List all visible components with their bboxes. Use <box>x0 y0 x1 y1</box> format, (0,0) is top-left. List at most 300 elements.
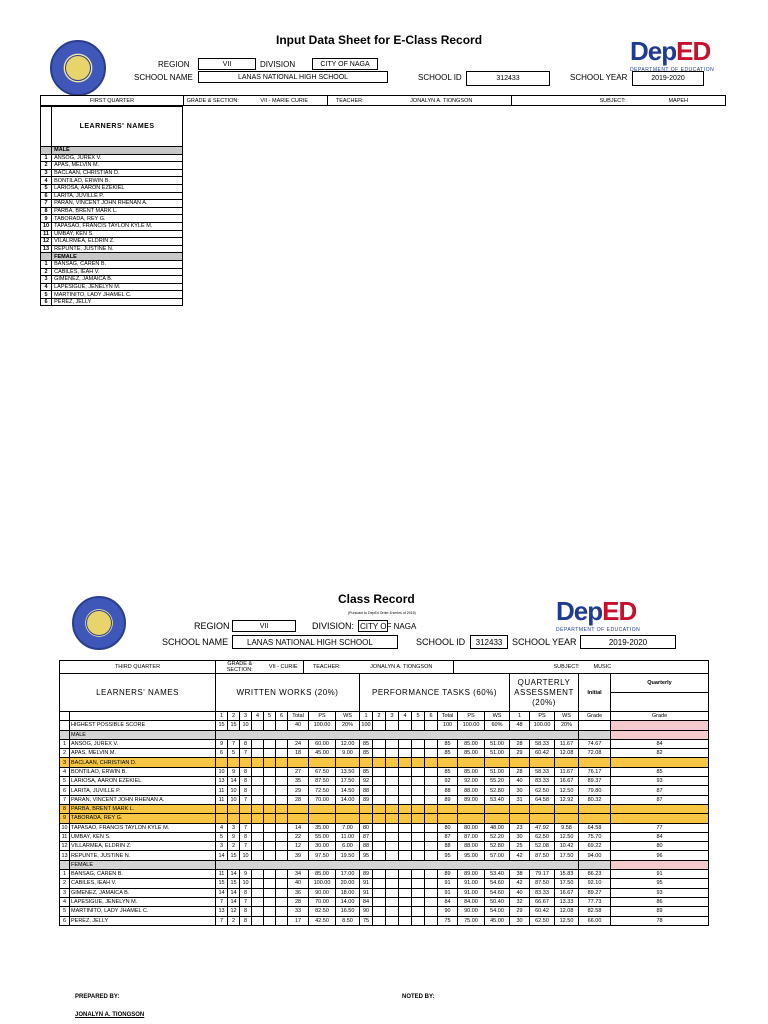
score-cell: 4 <box>216 823 228 832</box>
row-number: 13 <box>41 245 52 253</box>
score-cell <box>252 758 264 767</box>
score-cell: 3 <box>228 823 240 832</box>
score-cell: 75.00 <box>458 916 485 925</box>
score-cell: 88 <box>438 842 458 851</box>
score-cell <box>216 814 228 823</box>
table-row <box>60 916 709 925</box>
score-cell: 77.73 <box>579 897 611 906</box>
hps-cell <box>611 721 709 730</box>
class-record-subtitle: (Pursuant to DepEd Order 8 series of 2015) <box>348 611 416 615</box>
school-name-label-2: SCHOOL NAME <box>162 637 229 647</box>
score-cell: 80 <box>438 823 458 832</box>
list-item <box>41 298 183 306</box>
score-cell <box>425 804 438 813</box>
score-cell: 6 <box>216 749 228 758</box>
score-cell <box>288 758 309 767</box>
score-cell <box>276 814 288 823</box>
score-cell: 12.50 <box>555 786 579 795</box>
learners-table <box>40 106 183 306</box>
score-cell <box>252 739 264 748</box>
score-cell: 15.83 <box>555 870 579 879</box>
score-cell: 16.67 <box>555 777 579 786</box>
list-item <box>41 222 183 230</box>
subject-label: SUBJECT: <box>512 96 632 106</box>
score-cell <box>399 739 412 748</box>
score-cell: 89.00 <box>458 795 485 804</box>
score-cell: 87 <box>611 786 709 795</box>
score-cell: 80.00 <box>458 823 485 832</box>
score-cell <box>252 777 264 786</box>
score-cell: 88 <box>360 786 373 795</box>
score-cell: 30 <box>510 916 530 925</box>
school-name-label: SCHOOL NAME <box>134 73 193 82</box>
score-cell <box>228 804 240 813</box>
table-row <box>60 842 709 851</box>
score-cell <box>252 804 264 813</box>
score-cell: 60.00 <box>309 739 336 748</box>
score-cell: 27 <box>288 767 309 776</box>
score-cell: 67.50 <box>309 767 336 776</box>
score-cell <box>264 739 276 748</box>
score-cell <box>386 795 399 804</box>
learner-name: GIMENEZ, JAMAICA B. <box>70 888 216 897</box>
score-cell: 93 <box>611 888 709 897</box>
score-cell: 5 <box>216 832 228 841</box>
score-cell <box>425 879 438 888</box>
row-number: 6 <box>41 298 52 306</box>
score-cell <box>399 823 412 832</box>
hps-cell <box>386 721 399 730</box>
score-cell: 35 <box>288 777 309 786</box>
score-cell: 85.00 <box>309 870 336 879</box>
score-cell: 12.50 <box>555 832 579 841</box>
division-box-2 <box>358 620 388 632</box>
row-number: 11 <box>60 832 70 841</box>
score-cell: 87 <box>438 832 458 841</box>
score-cell: 91 <box>360 888 373 897</box>
score-cell: 7 <box>216 916 228 925</box>
score-cell <box>425 851 438 860</box>
list-item <box>41 291 183 299</box>
score-cell <box>264 851 276 860</box>
score-cell <box>510 814 530 823</box>
score-cell: 8 <box>240 777 252 786</box>
initial-label: Initial <box>579 674 611 712</box>
school-id-label-2: SCHOOL ID <box>416 637 466 647</box>
score-cell: 95 <box>438 851 458 860</box>
hps-cell: 48 <box>510 721 530 730</box>
score-cell: 90 <box>438 907 458 916</box>
row-number: 2 <box>41 162 52 170</box>
score-cell: 54.60 <box>485 888 510 897</box>
school-year-label: SCHOOL YEAR <box>570 73 628 82</box>
score-cell <box>438 814 458 823</box>
score-cell <box>276 888 288 897</box>
score-cell: 24 <box>288 739 309 748</box>
score-cell <box>399 907 412 916</box>
class-record-table <box>59 673 709 926</box>
score-cell <box>252 786 264 795</box>
score-cell: 64.58 <box>530 795 555 804</box>
score-cell: 85 <box>360 749 373 758</box>
score-cell: 14 <box>228 888 240 897</box>
score-cell <box>252 907 264 916</box>
score-cell <box>264 897 276 906</box>
score-cell: 10 <box>216 767 228 776</box>
score-cell <box>264 879 276 888</box>
hps-cell: 15 <box>216 721 228 730</box>
score-cell <box>373 879 386 888</box>
score-cell: 90.00 <box>309 888 336 897</box>
score-cell <box>425 767 438 776</box>
quarterly-assessment-heading: QUARTERLY ASSESSMENT (20%) <box>510 674 579 712</box>
hps-cell <box>579 721 611 730</box>
score-cell <box>252 832 264 841</box>
row-number: 5 <box>60 907 70 916</box>
column-header: 2 <box>228 712 240 721</box>
learner-name: TAPASAO, FRANCIS TAYLON KYLE M. <box>70 823 216 832</box>
score-cell <box>276 795 288 804</box>
score-cell: 50.40 <box>485 897 510 906</box>
hps-cell: 20% <box>555 721 579 730</box>
row-number: 2 <box>60 879 70 888</box>
learner-name: PARAN, VINCENT JOHN RHENAN A. <box>70 795 216 804</box>
score-cell: 54.00 <box>485 907 510 916</box>
score-cell: 94.00 <box>579 851 611 860</box>
hps-cell <box>276 721 288 730</box>
score-cell <box>412 749 425 758</box>
learner-name: VILALRMEA, ELDRIN Z. <box>52 238 183 246</box>
score-cell <box>412 767 425 776</box>
column-header: 3 <box>386 712 399 721</box>
score-cell: 85 <box>438 739 458 748</box>
score-cell <box>264 786 276 795</box>
row-number: 10 <box>61 824 68 831</box>
score-cell <box>412 870 425 879</box>
score-cell: 85 <box>611 767 709 776</box>
table-row <box>60 786 709 795</box>
score-cell <box>579 758 611 767</box>
column-header: 3 <box>240 712 252 721</box>
grade-section: VII - MARIE CURIE <box>242 96 328 106</box>
score-cell <box>252 916 264 925</box>
score-cell <box>555 804 579 813</box>
score-cell <box>373 739 386 748</box>
score-cell <box>458 758 485 767</box>
score-cell <box>412 786 425 795</box>
table-row <box>60 758 709 767</box>
score-cell: 11.67 <box>555 767 579 776</box>
score-cell: 85.00 <box>458 749 485 758</box>
quarter-2: THIRD QUARTER <box>60 661 216 674</box>
score-cell: 34 <box>288 870 309 879</box>
score-cell <box>264 870 276 879</box>
score-cell: 10 <box>240 851 252 860</box>
score-cell <box>386 767 399 776</box>
score-cell <box>252 795 264 804</box>
learner-name: CABILES, IEAH V. <box>52 268 183 276</box>
score-cell: 9 <box>228 832 240 841</box>
score-cell <box>438 758 458 767</box>
score-cell: 13.50 <box>336 767 360 776</box>
score-cell: 29 <box>510 907 530 916</box>
score-cell: 57.00 <box>485 851 510 860</box>
score-cell <box>264 907 276 916</box>
score-cell <box>425 897 438 906</box>
score-cell <box>373 777 386 786</box>
row-number: 2 <box>60 749 70 758</box>
score-cell: 80.32 <box>579 795 611 804</box>
score-cell: 28 <box>288 897 309 906</box>
score-cell <box>399 897 412 906</box>
school-id-label: SCHOOL ID <box>418 73 462 82</box>
score-cell <box>386 897 399 906</box>
division-label: DIVISION <box>260 60 296 69</box>
score-cell <box>264 804 276 813</box>
list-item <box>41 207 183 215</box>
score-cell: 10 <box>228 786 240 795</box>
region-field: VII <box>198 58 256 70</box>
list-item <box>41 245 183 253</box>
score-cell <box>386 758 399 767</box>
column-header: 4 <box>399 712 412 721</box>
score-cell <box>386 842 399 851</box>
learner-name: BANSAG, CAREN B. <box>52 260 183 268</box>
score-cell <box>386 916 399 925</box>
score-cell: 85 <box>360 739 373 748</box>
region-label-2: REGION <box>194 621 230 631</box>
score-cell: 12 <box>228 907 240 916</box>
hps-cell: 60% <box>485 721 510 730</box>
score-cell: 78 <box>611 916 709 925</box>
score-cell: 14.00 <box>336 795 360 804</box>
score-cell <box>252 823 264 832</box>
score-cell: 12.08 <box>555 749 579 758</box>
score-cell <box>264 814 276 823</box>
score-cell: 30 <box>510 832 530 841</box>
score-cell: 89 <box>438 795 458 804</box>
list-item <box>41 260 183 268</box>
score-cell <box>373 795 386 804</box>
score-cell <box>276 804 288 813</box>
score-cell: 97.50 <box>309 851 336 860</box>
score-cell: 84 <box>360 897 373 906</box>
score-cell <box>240 758 252 767</box>
score-cell: 8 <box>240 907 252 916</box>
score-cell <box>216 804 228 813</box>
score-cell: 32 <box>510 897 530 906</box>
deped-logo-2: DepED DEPARTMENT OF EDUCATION <box>556 596 641 633</box>
score-cell: 17.50 <box>336 777 360 786</box>
score-cell <box>309 804 336 813</box>
score-cell: 7 <box>240 897 252 906</box>
score-cell <box>373 767 386 776</box>
score-cell: 7 <box>240 823 252 832</box>
score-cell: 85.00 <box>458 767 485 776</box>
score-cell <box>412 823 425 832</box>
score-cell: 14 <box>228 777 240 786</box>
division-field-2: CITY OF NAGA <box>360 622 417 631</box>
score-cell: 60.42 <box>530 907 555 916</box>
class-record-title: Class Record <box>338 592 415 606</box>
score-cell <box>216 758 228 767</box>
hps-cell <box>373 721 386 730</box>
score-cell <box>399 749 412 758</box>
score-cell: 91 <box>438 888 458 897</box>
quarter: FIRST QUARTER <box>41 96 184 106</box>
learner-name: BONTILAO, ERWIN B. <box>70 767 216 776</box>
division-label-2: DIVISION: <box>312 621 355 631</box>
column-header: 4 <box>252 712 264 721</box>
score-cell: 11 <box>216 795 228 804</box>
column-header: PS <box>458 712 485 721</box>
score-cell: 14 <box>288 823 309 832</box>
table-row <box>60 907 709 916</box>
score-cell: 88 <box>360 842 373 851</box>
score-cell: 92 <box>438 777 458 786</box>
score-cell: 54.60 <box>485 879 510 888</box>
score-cell <box>425 758 438 767</box>
column-header: 6 <box>276 712 288 721</box>
score-cell: 14.50 <box>336 786 360 795</box>
score-cell <box>264 842 276 851</box>
learner-name: ANSOG, JUREX V. <box>52 154 183 162</box>
score-cell <box>276 897 288 906</box>
table-row <box>60 767 709 776</box>
prepared-by-name: JONALYN A. TIONGSON <box>75 1012 145 1018</box>
score-cell <box>425 814 438 823</box>
region-field-2: VII <box>232 620 296 632</box>
hps-cell: 10 <box>240 721 252 730</box>
score-cell <box>399 879 412 888</box>
learner-name: BONTILAO, ERWIN B. <box>52 177 183 185</box>
score-cell: 18.00 <box>336 888 360 897</box>
score-cell: 91 <box>611 870 709 879</box>
score-cell: 6.00 <box>336 842 360 851</box>
score-cell: 95 <box>611 879 709 888</box>
score-cell: 52.08 <box>530 842 555 851</box>
score-cell <box>252 870 264 879</box>
row-number: 2 <box>41 268 52 276</box>
score-cell <box>373 870 386 879</box>
score-cell: 40 <box>510 777 530 786</box>
score-cell: 25 <box>510 842 530 851</box>
score-cell: 75 <box>438 916 458 925</box>
learner-name: UMBAY, KEN S. <box>52 230 183 238</box>
score-cell: 87 <box>360 832 373 841</box>
score-cell: 52.20 <box>485 832 510 841</box>
score-cell <box>611 814 709 823</box>
score-cell: 87 <box>611 795 709 804</box>
score-cell <box>264 795 276 804</box>
hps-cell: 100.00 <box>458 721 485 730</box>
score-cell <box>276 767 288 776</box>
score-cell <box>373 786 386 795</box>
score-cell: 45.00 <box>309 749 336 758</box>
school-id-field: 312433 <box>466 71 550 86</box>
score-cell: 38 <box>510 870 530 879</box>
score-cell <box>425 786 438 795</box>
score-cell <box>252 879 264 888</box>
list-item <box>41 162 183 170</box>
learner-name: TAPASAO, FRANCIS TAYLON KYLE M. <box>52 222 183 230</box>
row-number: 4 <box>41 283 52 291</box>
score-cell <box>252 749 264 758</box>
prepared-by-label: PREPARED BY: <box>75 994 120 1000</box>
score-cell: 33 <box>288 907 309 916</box>
score-cell: 14 <box>228 897 240 906</box>
score-cell: 18 <box>288 749 309 758</box>
score-cell: 7 <box>228 739 240 748</box>
score-cell: 92 <box>360 777 373 786</box>
score-cell <box>373 823 386 832</box>
score-cell: 10 <box>240 879 252 888</box>
score-cell: 39 <box>288 851 309 860</box>
score-cell: 20.00 <box>336 879 360 888</box>
score-cell: 66.00 <box>579 916 611 925</box>
score-cell: 64.58 <box>579 823 611 832</box>
score-cell: 28 <box>288 795 309 804</box>
score-cell: 17 <box>288 916 309 925</box>
score-cell: 92.10 <box>579 879 611 888</box>
score-cell: 89.27 <box>579 888 611 897</box>
school-name-field-2: LANAS NATIONAL HIGH SCHOOL <box>232 635 398 649</box>
score-cell <box>252 842 264 851</box>
score-cell <box>399 758 412 767</box>
teacher-label: TEACHER: <box>328 96 372 106</box>
hps-cell: 100.00 <box>309 721 336 730</box>
row-number: 9 <box>41 215 52 223</box>
score-cell <box>252 897 264 906</box>
score-cell: 8 <box>240 786 252 795</box>
score-cell <box>276 777 288 786</box>
score-cell: 72.08 <box>579 749 611 758</box>
score-cell <box>485 804 510 813</box>
score-cell <box>412 897 425 906</box>
quarter-info-bar-2 <box>59 660 709 674</box>
score-cell: 70.00 <box>309 897 336 906</box>
score-cell: 87.50 <box>530 879 555 888</box>
score-cell <box>412 814 425 823</box>
score-cell <box>240 804 252 813</box>
score-cell <box>530 758 555 767</box>
score-cell: 76.17 <box>579 767 611 776</box>
score-cell <box>399 851 412 860</box>
row-number: 5 <box>41 184 52 192</box>
score-cell: 15 <box>228 879 240 888</box>
score-cell: 72.50 <box>309 786 336 795</box>
score-cell: 7 <box>240 842 252 851</box>
learner-name: PEREZ, JELLY <box>70 916 216 925</box>
score-cell <box>373 814 386 823</box>
score-cell: 16.67 <box>555 888 579 897</box>
learner-name: PARAN, VINCENT JOHN RHENAN A. <box>52 200 183 208</box>
score-cell <box>386 804 399 813</box>
score-cell: 7 <box>240 795 252 804</box>
deped-logo: DepED DEPARTMENT OF EDUCATION <box>630 36 715 73</box>
score-cell <box>276 832 288 841</box>
score-cell <box>555 814 579 823</box>
learner-name: APAS, MELVIN M. <box>52 162 183 170</box>
score-cell: 42.50 <box>309 916 336 925</box>
score-cell <box>399 888 412 897</box>
table-row <box>60 739 709 748</box>
table-row <box>60 870 709 879</box>
score-cell <box>288 814 309 823</box>
row-number: 1 <box>60 870 70 879</box>
score-cell: 62.50 <box>530 832 555 841</box>
score-cell: 89.00 <box>458 870 485 879</box>
